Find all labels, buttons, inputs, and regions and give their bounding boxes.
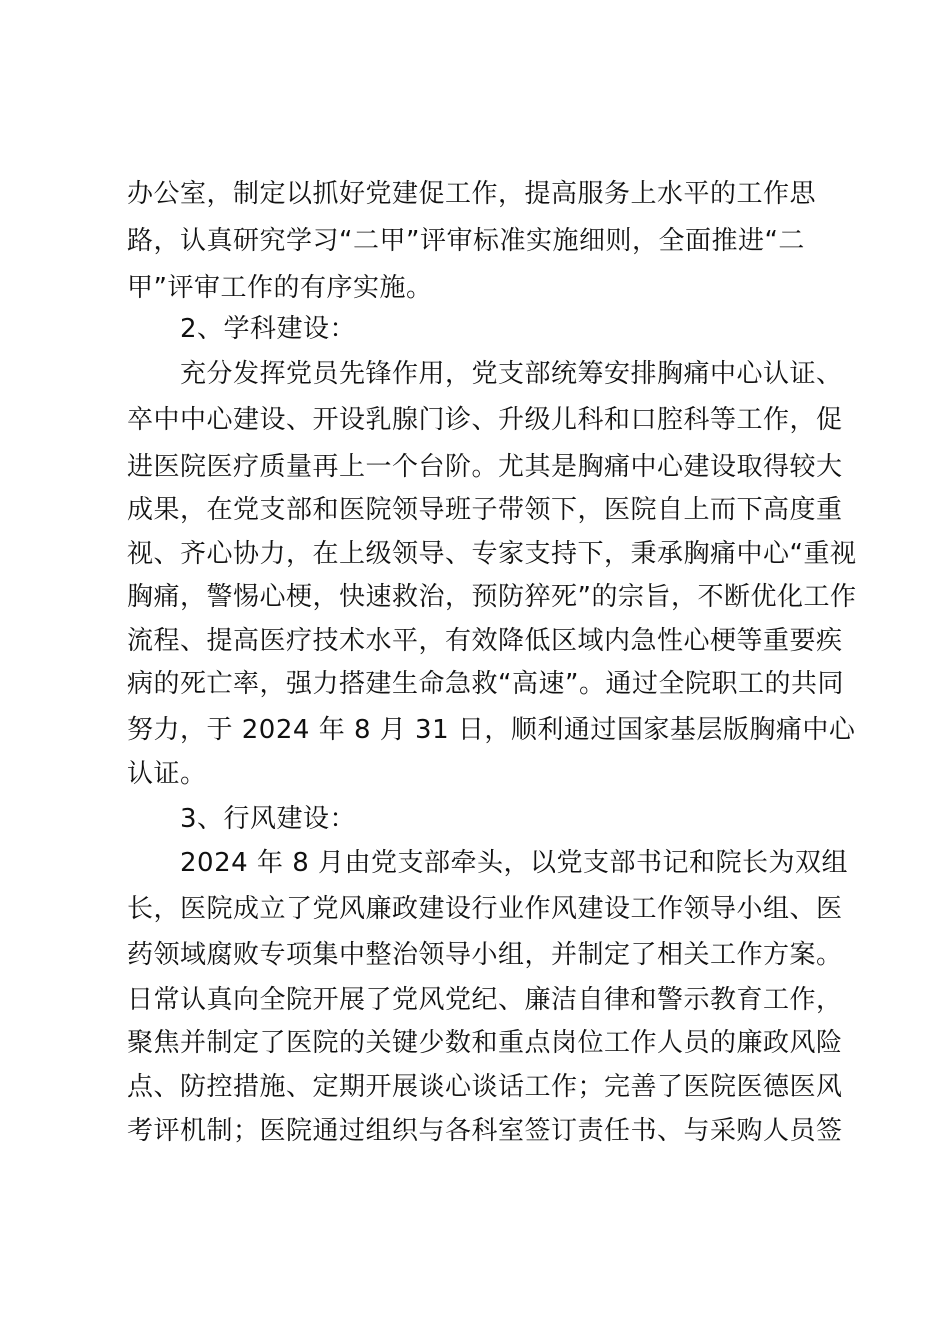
text-line: 病的死亡率，强力搭建生命急救“高速”。通过全院职工的共同 bbox=[127, 669, 844, 699]
section-heading: 2、学科建设： bbox=[127, 314, 357, 344]
text-line: 日常认真向全院开展了党风党纪、廉洁自律和警示教育工作， bbox=[127, 985, 843, 1015]
text-line: 进医院医疗质量再上一个台阶。尤其是胸痛中心建设取得较大 bbox=[127, 452, 843, 482]
text-line: 路，认真研究学习“二甲”评审标准实施细则，全面推进“二 bbox=[127, 226, 805, 256]
text-line: 充分发挥党员先锋作用，党支部统筹安排胸痛中心认证、 bbox=[127, 359, 843, 389]
text-line: 考评机制；医院通过组织与各科室签订责任书、与采购人员签 bbox=[127, 1116, 843, 1146]
text-line: 甲”评审工作的有序实施。 bbox=[127, 273, 433, 303]
text-line: 点、防控措施、定期开展谈心谈话工作；完善了医院医德医风 bbox=[127, 1072, 843, 1102]
text-line: 卒中中心建设、开设乳腺门诊、升级儿科和口腔科等工作，促 bbox=[127, 405, 843, 435]
text-line: 长，医院成立了党风廉政建设行业作风建设工作领导小组、医 bbox=[127, 894, 843, 924]
text-line: 聚焦并制定了医院的关键少数和重点岗位工作人员的廉政风险 bbox=[127, 1028, 843, 1058]
section-heading: 3、行风建设： bbox=[127, 804, 357, 834]
text-line: 2024 年 8 月由党支部牵头，以党支部书记和院长为双组 bbox=[127, 848, 849, 878]
text-line: 药领域腐败专项集中整治领导小组，并制定了相关工作方案。 bbox=[127, 940, 843, 970]
text-line: 流程、提高医疗技术水平，有效降低区域内急性心梗等重要疾 bbox=[127, 626, 843, 656]
text-line: 办公室，制定以抓好党建促工作，提高服务上水平的工作思 bbox=[127, 179, 817, 209]
text-line: 视、齐心协力，在上级领导、专家支持下，秉承胸痛中心“重视 bbox=[127, 539, 857, 569]
text-line: 成果，在党支部和医院领导班子带领下，医院自上而下高度重 bbox=[127, 495, 843, 525]
text-line: 认证。 bbox=[127, 759, 207, 789]
text-line: 胸痛，警惕心梗，快速救治，预防猝死”的宗旨，不断优化工作 bbox=[127, 582, 857, 612]
text-line: 努力，于 2024 年 8 月 31 日，顺利通过国家基层版胸痛中心 bbox=[127, 715, 856, 745]
